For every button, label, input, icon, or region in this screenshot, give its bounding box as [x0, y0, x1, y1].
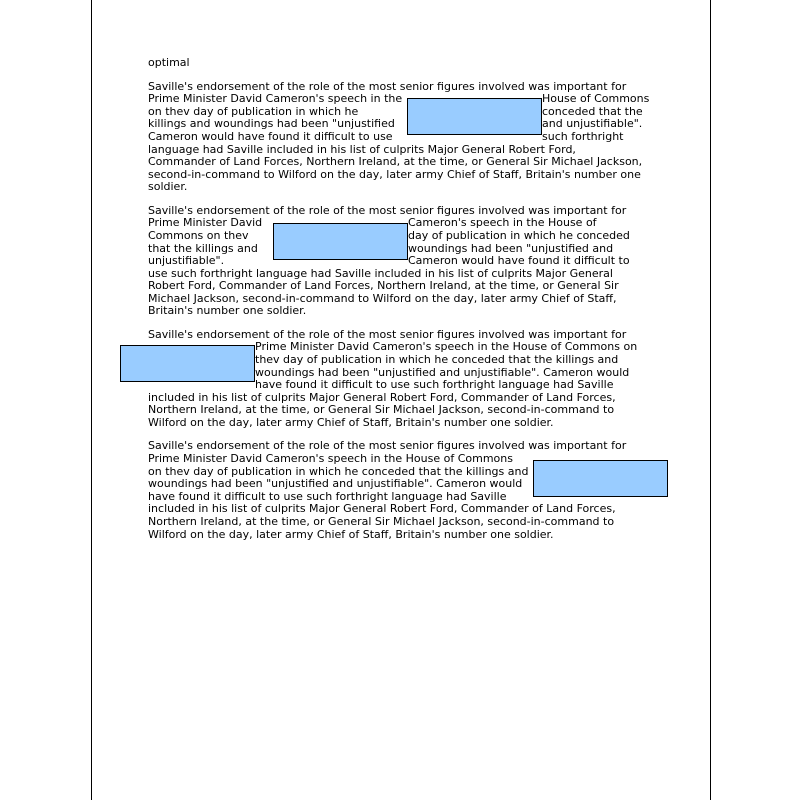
page-heading: optimal — [148, 56, 190, 69]
text-line: unjustifiable". — [148, 254, 225, 268]
text-line: language had Saville included in his list of culprits Major General Robert Ford, — [148, 142, 576, 156]
text-line: woundings had been "unjustified and — [408, 241, 614, 255]
text-line: Northern Ireland, at the time, or General Sir Michael Jackson, second-in-command to — [148, 403, 615, 417]
text-line: day of publication in which he conceded — [408, 228, 630, 242]
text-line: Wilford on the day, later army Chief of Staff, Britain's number one soldier. — [148, 527, 554, 541]
text-line: included in his list of culprits Major General Robert Ford, Commander of Land Forces, — [148, 390, 616, 404]
text-line: Commander of Land Forces, Northern Ireland, at the time, or General Sir Michael Jackson, — [148, 155, 643, 169]
text-line: Commons on thev — [148, 228, 249, 242]
text-line: such forthright — [542, 129, 624, 143]
figure-placeholder-3 — [120, 345, 255, 382]
text-line: Saville's endorsement of the role of the most senior figures involved was important for — [148, 327, 627, 341]
text-line: Saville's endorsement of the role of the most senior figures involved was important for — [148, 203, 627, 217]
text-line: killings and woundings had been "unjustified — [148, 117, 395, 131]
text-line: Prime Minister David — [148, 216, 263, 230]
text-line: second-in-command to Wilford on the day, later army Chief of Staff, Britain's number one — [148, 167, 641, 181]
figure-placeholder-2 — [273, 223, 408, 260]
text-line: Cameron would have found it difficult to use — [148, 129, 393, 143]
text-line: that the killings and — [148, 241, 258, 255]
text-line: Britain's number one soldier. — [148, 304, 307, 318]
text-line: thev day of publication in which he conceded that the killings and — [255, 353, 619, 367]
text-line: use such forthright language had Saville included in his list of culprits Major General — [148, 266, 613, 280]
text-line: Cameron would have found it difficult to — [408, 254, 630, 268]
text-line: have found it difficult to use such forthright language had Saville — [255, 378, 614, 392]
text-line: conceded that the — [542, 104, 643, 118]
text-line: and unjustifiable". — [542, 117, 643, 131]
text-line: Cameron's speech in the House of — [408, 216, 597, 230]
text-line: included in his list of culprits Major General Robert Ford, Commander of Land Forces, — [148, 502, 616, 516]
text-line: have found it difficult to use such forthright language had Saville — [148, 489, 507, 503]
paragraph-2 — [148, 205, 658, 318]
text-line: soldier. — [148, 180, 188, 194]
text-line: Prime Minister David Cameron's speech in the House of Commons on — [255, 340, 638, 354]
text-line: Northern Ireland, at the time, or General Sir Michael Jackson, second-in-command to — [148, 514, 615, 528]
text-line: Michael Jackson, second-in-command to Wilford on the day, later army Chief of Staff, — [148, 291, 617, 305]
text-line: House of Commons — [542, 92, 650, 106]
figure-placeholder-1 — [407, 98, 542, 135]
text-line: on thev day of publication in which he — [148, 104, 359, 118]
text-line: Saville's endorsement of the role of the most senior figures involved was important for — [148, 79, 627, 93]
text-line: Wilford on the day, later army Chief of Staff, Britain's number one soldier. — [148, 416, 554, 430]
text-line: woundings had been "unjustified and unjustifiable". Cameron would — [255, 365, 630, 379]
text-line: on thev day of publication in which he conceded that the killings and — [148, 464, 529, 478]
figure-placeholder-4 — [533, 460, 668, 497]
paragraph-1 — [148, 81, 658, 194]
text-line: woundings had been "unjustified and unjustifiable". Cameron would — [148, 477, 523, 491]
text-line: Prime Minister David Cameron's speech in the — [148, 92, 403, 106]
text-line: Prime Minister David Cameron's speech in the House of Commons — [148, 452, 513, 466]
text-line: Saville's endorsement of the role of the most senior figures involved was important for — [148, 439, 627, 453]
text-line: Robert Ford, Commander of Land Forces, Northern Ireland, at the time, or General Sir — [148, 279, 619, 293]
